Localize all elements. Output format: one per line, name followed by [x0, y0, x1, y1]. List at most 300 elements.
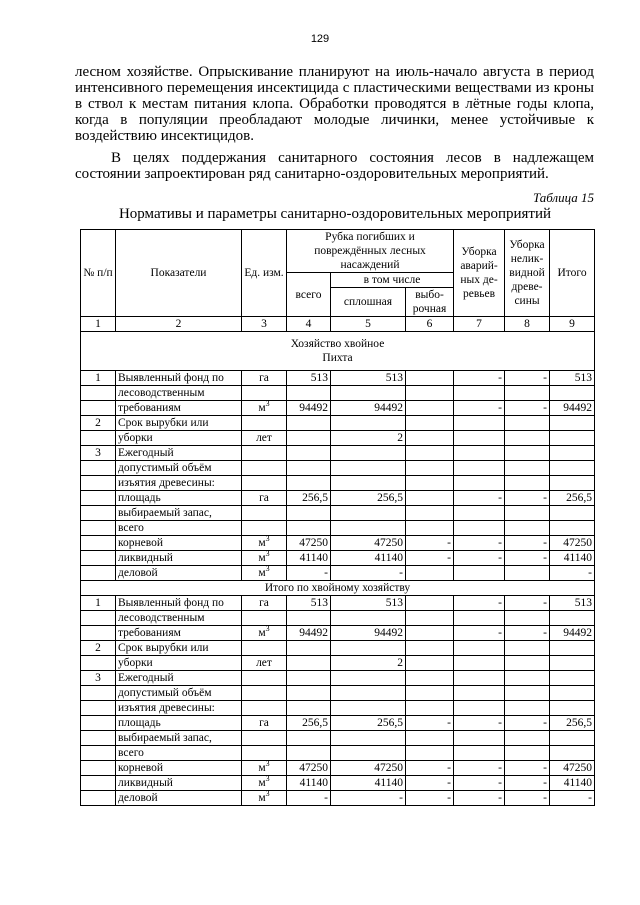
- row-total-felling: 47250: [287, 536, 331, 551]
- row-total-felling: [287, 431, 331, 446]
- section-title-text: Итого по хвойному хозяйству: [264, 582, 411, 594]
- row-unit: [242, 476, 287, 491]
- row-illiquid: -: [505, 491, 550, 506]
- paragraph-2: В целях поддержания санитарного состояния лесов в надлежащем состоянии запроектирован ряд санитарно-оздоровительных мероприятий.: [75, 150, 594, 182]
- row-sum: [550, 686, 595, 701]
- row-emergency: [454, 701, 505, 716]
- row-clear: 513: [331, 371, 406, 386]
- table-row: [81, 461, 595, 476]
- row-emergency: [454, 386, 505, 401]
- table-row: [81, 521, 595, 536]
- row-selective: [406, 506, 454, 521]
- row-clear: 513: [331, 596, 406, 611]
- row-sum: 47250: [550, 761, 595, 776]
- row-selective: -: [406, 791, 454, 806]
- row-sum: [550, 611, 595, 626]
- row-selective: [406, 701, 454, 716]
- row-emergency: -: [454, 371, 505, 386]
- row-total-felling: [287, 746, 331, 761]
- table-row: [81, 641, 595, 656]
- table-row: [81, 731, 595, 746]
- row-num: [81, 611, 116, 626]
- row-label: всего: [116, 521, 242, 536]
- row-unit: лет: [242, 656, 287, 671]
- row-selective: [406, 686, 454, 701]
- row-sum: 47250: [550, 536, 595, 551]
- row-num: 1: [81, 371, 116, 386]
- row-emergency: [454, 506, 505, 521]
- row-emergency: [454, 731, 505, 746]
- row-total-felling: [287, 386, 331, 401]
- table-row: [81, 416, 595, 431]
- row-unit: [242, 461, 287, 476]
- row-emergency: [454, 446, 505, 461]
- row-clear: [331, 386, 406, 401]
- row-emergency: -: [454, 491, 505, 506]
- row-unit: [242, 386, 287, 401]
- row-unit: [242, 746, 287, 761]
- row-label: требованиям: [116, 401, 242, 416]
- table-row: [81, 446, 595, 461]
- row-unit: [242, 731, 287, 746]
- column-number-cell: 7: [454, 317, 505, 332]
- header-felling: Рубка погибших и повреждённых лесных насаждений: [287, 230, 454, 273]
- row-selective: [406, 641, 454, 656]
- row-sum: 94492: [550, 401, 595, 416]
- table-row: [81, 716, 595, 731]
- column-number-cell: 3: [242, 317, 287, 332]
- row-selective: [406, 446, 454, 461]
- row-clear: -: [331, 566, 406, 581]
- row-illiquid: [505, 566, 550, 581]
- column-number-cell: 8: [505, 317, 550, 332]
- column-number-cell: 6: [406, 317, 454, 332]
- row-unit: [242, 506, 287, 521]
- row-clear: [331, 611, 406, 626]
- table-row: [81, 401, 595, 416]
- row-illiquid: [505, 446, 550, 461]
- row-unit: га: [242, 371, 287, 386]
- row-emergency: -: [454, 626, 505, 641]
- row-unit: [242, 701, 287, 716]
- row-num: [81, 566, 116, 581]
- table-row: [81, 671, 595, 686]
- row-clear: [331, 461, 406, 476]
- row-clear: [331, 521, 406, 536]
- row-selective: [406, 611, 454, 626]
- table-row: [81, 776, 595, 791]
- table-row: [81, 491, 595, 506]
- row-unit: $м^3$: [242, 401, 287, 416]
- row-selective: [406, 491, 454, 506]
- row-illiquid: [505, 386, 550, 401]
- norms-table: [80, 229, 595, 806]
- row-clear: 256,5: [331, 716, 406, 731]
- row-num: [81, 476, 116, 491]
- row-clear: [331, 416, 406, 431]
- row-sum: [550, 476, 595, 491]
- section-title: [81, 332, 595, 371]
- row-label: ликвидный: [116, 776, 242, 791]
- row-selective: [406, 401, 454, 416]
- header-total: Итого: [550, 230, 595, 317]
- row-illiquid: -: [505, 551, 550, 566]
- row-clear: 2: [331, 431, 406, 446]
- row-sum: 513: [550, 596, 595, 611]
- row-sum: [550, 731, 595, 746]
- row-sum: 256,5: [550, 491, 595, 506]
- row-illiquid: -: [505, 401, 550, 416]
- table-row: [81, 551, 595, 566]
- column-number-cell: 5: [331, 317, 406, 332]
- row-selective: [406, 626, 454, 641]
- row-selective: [406, 386, 454, 401]
- row-total-felling: [287, 671, 331, 686]
- row-clear: 41140: [331, 776, 406, 791]
- row-num: [81, 431, 116, 446]
- row-emergency: [454, 476, 505, 491]
- row-illiquid: [505, 476, 550, 491]
- row-selective: [406, 731, 454, 746]
- row-label: изъятия древесины:: [116, 701, 242, 716]
- row-emergency: -: [454, 536, 505, 551]
- row-label: деловой: [116, 791, 242, 806]
- header-selective: выбо-рочная: [406, 288, 454, 317]
- row-total-felling: 94492: [287, 626, 331, 641]
- row-label: Выявленный фонд по: [116, 596, 242, 611]
- row-label: лесоводственным: [116, 386, 242, 401]
- page-number: 129: [310, 33, 330, 45]
- row-illiquid: -: [505, 626, 550, 641]
- row-clear: 41140: [331, 551, 406, 566]
- column-number-cell: 1: [81, 317, 116, 332]
- row-total-felling: [287, 641, 331, 656]
- row-sum: 256,5: [550, 716, 595, 731]
- row-num: 2: [81, 416, 116, 431]
- row-selective: [406, 461, 454, 476]
- row-label: ликвидный: [116, 551, 242, 566]
- table-row: [81, 626, 595, 641]
- header-unit: Ед. изм.: [242, 230, 287, 317]
- row-total-felling: [287, 476, 331, 491]
- row-num: 2: [81, 641, 116, 656]
- row-num: 1: [81, 596, 116, 611]
- row-unit: $м^3$: [242, 566, 287, 581]
- row-unit: [242, 671, 287, 686]
- row-clear: [331, 731, 406, 746]
- row-illiquid: -: [505, 536, 550, 551]
- row-illiquid: -: [505, 791, 550, 806]
- row-num: [81, 521, 116, 536]
- table-row: [81, 386, 595, 401]
- row-label: Срок вырубки или: [116, 641, 242, 656]
- row-sum: 41140: [550, 776, 595, 791]
- row-unit: [242, 521, 287, 536]
- row-clear: [331, 476, 406, 491]
- row-label: Выявленный фонд по: [116, 371, 242, 386]
- row-num: [81, 746, 116, 761]
- row-selective: -: [406, 536, 454, 551]
- row-total-felling: 47250: [287, 761, 331, 776]
- row-total-felling: [287, 656, 331, 671]
- row-clear: 2: [331, 656, 406, 671]
- row-illiquid: [505, 611, 550, 626]
- row-sum: [550, 506, 595, 521]
- row-illiquid: [505, 506, 550, 521]
- row-clear: [331, 446, 406, 461]
- row-sum: [550, 656, 595, 671]
- row-label: корневой: [116, 536, 242, 551]
- row-label: выбираемый запас,: [116, 731, 242, 746]
- row-total-felling: [287, 416, 331, 431]
- row-label: уборки: [116, 656, 242, 671]
- row-label: изъятия древесины:: [116, 476, 242, 491]
- row-sum: [550, 671, 595, 686]
- row-total-felling: 256,5: [287, 716, 331, 731]
- row-sum: [550, 431, 595, 446]
- row-emergency: [454, 431, 505, 446]
- row-num: [81, 491, 116, 506]
- row-num: [81, 716, 116, 731]
- row-clear: [331, 701, 406, 716]
- row-unit: [242, 686, 287, 701]
- row-unit: $м^3$: [242, 626, 287, 641]
- row-clear: [331, 686, 406, 701]
- row-selective: -: [406, 716, 454, 731]
- row-num: [81, 386, 116, 401]
- row-unit: [242, 641, 287, 656]
- row-illiquid: [505, 521, 550, 536]
- row-unit: $м^3$: [242, 791, 287, 806]
- section-header-row: [81, 581, 595, 596]
- row-illiquid: -: [505, 716, 550, 731]
- row-total-felling: -: [287, 791, 331, 806]
- row-illiquid: [505, 746, 550, 761]
- header-num: № п/п: [81, 230, 116, 317]
- table-row: [81, 596, 595, 611]
- row-clear: 94492: [331, 401, 406, 416]
- row-emergency: [454, 656, 505, 671]
- row-clear: [331, 641, 406, 656]
- row-selective: [406, 521, 454, 536]
- row-selective: -: [406, 761, 454, 776]
- row-illiquid: [505, 416, 550, 431]
- header-indicators: Показатели: [116, 230, 242, 317]
- row-emergency: -: [454, 401, 505, 416]
- row-num: [81, 461, 116, 476]
- row-sum: -: [550, 791, 595, 806]
- header-clear: сплошная: [331, 288, 406, 317]
- row-label: площадь: [116, 491, 242, 506]
- row-clear: [331, 746, 406, 761]
- row-selective: [406, 476, 454, 491]
- row-illiquid: -: [505, 596, 550, 611]
- row-num: [81, 536, 116, 551]
- table-row: [81, 686, 595, 701]
- row-illiquid: [505, 641, 550, 656]
- column-number-row: [81, 317, 595, 332]
- row-unit: га: [242, 491, 287, 506]
- row-num: [81, 686, 116, 701]
- table-header-row: [81, 230, 595, 273]
- row-selective: [406, 566, 454, 581]
- row-label: требованиям: [116, 626, 242, 641]
- table-row: [81, 566, 595, 581]
- row-illiquid: [505, 701, 550, 716]
- row-num: 3: [81, 446, 116, 461]
- row-total-felling: [287, 611, 331, 626]
- row-illiquid: [505, 731, 550, 746]
- row-total-felling: 256,5: [287, 491, 331, 506]
- row-num: [81, 791, 116, 806]
- table-row: [81, 701, 595, 716]
- row-sum: [550, 416, 595, 431]
- table-row: [81, 536, 595, 551]
- table-title: Нормативы и параметры санитарно-оздоровительных мероприятий: [118, 206, 552, 222]
- table-row: [81, 746, 595, 761]
- row-label: лесоводственным: [116, 611, 242, 626]
- row-label: выбираемый запас,: [116, 506, 242, 521]
- row-unit: [242, 446, 287, 461]
- row-clear: 47250: [331, 536, 406, 551]
- row-emergency: [454, 746, 505, 761]
- row-emergency: [454, 641, 505, 656]
- row-total-felling: 94492: [287, 401, 331, 416]
- row-label: деловой: [116, 566, 242, 581]
- row-illiquid: [505, 656, 550, 671]
- row-illiquid: [505, 461, 550, 476]
- row-clear: 47250: [331, 761, 406, 776]
- row-emergency: [454, 461, 505, 476]
- row-emergency: -: [454, 791, 505, 806]
- row-emergency: -: [454, 776, 505, 791]
- row-label: Ежегодный: [116, 671, 242, 686]
- row-num: [81, 776, 116, 791]
- row-unit: га: [242, 716, 287, 731]
- table-row: [81, 506, 595, 521]
- row-emergency: -: [454, 596, 505, 611]
- row-total-felling: [287, 686, 331, 701]
- section-title-text: Хозяйство хвойное: [290, 338, 385, 350]
- row-emergency: -: [454, 551, 505, 566]
- table-row: [81, 476, 595, 491]
- row-sum: [550, 701, 595, 716]
- row-sum: [550, 641, 595, 656]
- row-total-felling: [287, 506, 331, 521]
- row-selective: [406, 431, 454, 446]
- row-emergency: -: [454, 761, 505, 776]
- row-sum: [550, 386, 595, 401]
- row-illiquid: -: [505, 761, 550, 776]
- table-row: [81, 791, 595, 806]
- table-row: [81, 761, 595, 776]
- row-clear: 256,5: [331, 491, 406, 506]
- row-illiquid: [505, 431, 550, 446]
- row-label: Ежегодный: [116, 446, 242, 461]
- row-label: корневой: [116, 761, 242, 776]
- row-total-felling: [287, 461, 331, 476]
- row-total-felling: 513: [287, 371, 331, 386]
- row-sum: [550, 461, 595, 476]
- row-total-felling: [287, 521, 331, 536]
- row-unit: $м^3$: [242, 551, 287, 566]
- column-number-cell: 2: [116, 317, 242, 332]
- row-selective: [406, 656, 454, 671]
- row-label: допустимый объём: [116, 461, 242, 476]
- row-unit: [242, 611, 287, 626]
- row-clear: [331, 506, 406, 521]
- row-emergency: [454, 416, 505, 431]
- row-unit: [242, 416, 287, 431]
- row-illiquid: -: [505, 371, 550, 386]
- row-emergency: [454, 566, 505, 581]
- row-sum: [550, 521, 595, 536]
- table-row: [81, 656, 595, 671]
- row-num: [81, 401, 116, 416]
- row-selective: [406, 371, 454, 386]
- row-sum: -: [550, 566, 595, 581]
- row-emergency: [454, 521, 505, 536]
- row-sum: [550, 746, 595, 761]
- column-number-cell: 9: [550, 317, 595, 332]
- row-label: всего: [116, 746, 242, 761]
- row-clear: -: [331, 791, 406, 806]
- row-selective: -: [406, 551, 454, 566]
- row-emergency: [454, 671, 505, 686]
- section-title: [81, 581, 595, 596]
- row-unit: $м^3$: [242, 761, 287, 776]
- row-selective: [406, 596, 454, 611]
- row-selective: -: [406, 776, 454, 791]
- row-sum: [550, 446, 595, 461]
- row-total-felling: [287, 446, 331, 461]
- table-row: [81, 611, 595, 626]
- row-total-felling: -: [287, 566, 331, 581]
- row-unit: лет: [242, 431, 287, 446]
- row-num: 3: [81, 671, 116, 686]
- row-selective: [406, 416, 454, 431]
- row-unit: $м^3$: [242, 536, 287, 551]
- row-emergency: -: [454, 716, 505, 731]
- row-total-felling: [287, 701, 331, 716]
- row-clear: 94492: [331, 626, 406, 641]
- table-row: [81, 371, 595, 386]
- header-emergency: Уборка аварий-ных де-ревьев: [454, 230, 505, 317]
- row-label: уборки: [116, 431, 242, 446]
- row-label: допустимый объём: [116, 686, 242, 701]
- section-subtitle: Пихта: [322, 352, 353, 364]
- table-number: Таблица 15: [532, 190, 594, 205]
- header-illiquid: Уборка нелик-видной древе-сины: [505, 230, 550, 317]
- row-emergency: [454, 611, 505, 626]
- row-illiquid: -: [505, 776, 550, 791]
- row-num: [81, 701, 116, 716]
- paragraph-1: лесном хозяйстве. Опрыскивание планируют на июль-начало августа в период интенсивного перемещения инсектицида с пластическими веществами из кроны в ствол к местам питания клопа. Обработки проводятся в лётные годы клопа, когда в популяции преобладают молодые личинки, менее устойчивые к воздействию инсектицидов.: [75, 64, 594, 144]
- row-clear: [331, 671, 406, 686]
- row-selective: [406, 671, 454, 686]
- column-number-cell: 4: [287, 317, 331, 332]
- row-sum: 513: [550, 371, 595, 386]
- row-num: [81, 506, 116, 521]
- row-sum: 94492: [550, 626, 595, 641]
- row-unit: га: [242, 596, 287, 611]
- row-num: [81, 551, 116, 566]
- row-num: [81, 656, 116, 671]
- row-num: [81, 761, 116, 776]
- row-total-felling: 513: [287, 596, 331, 611]
- row-unit: $м^3$: [242, 776, 287, 791]
- section-header-row: [81, 332, 595, 371]
